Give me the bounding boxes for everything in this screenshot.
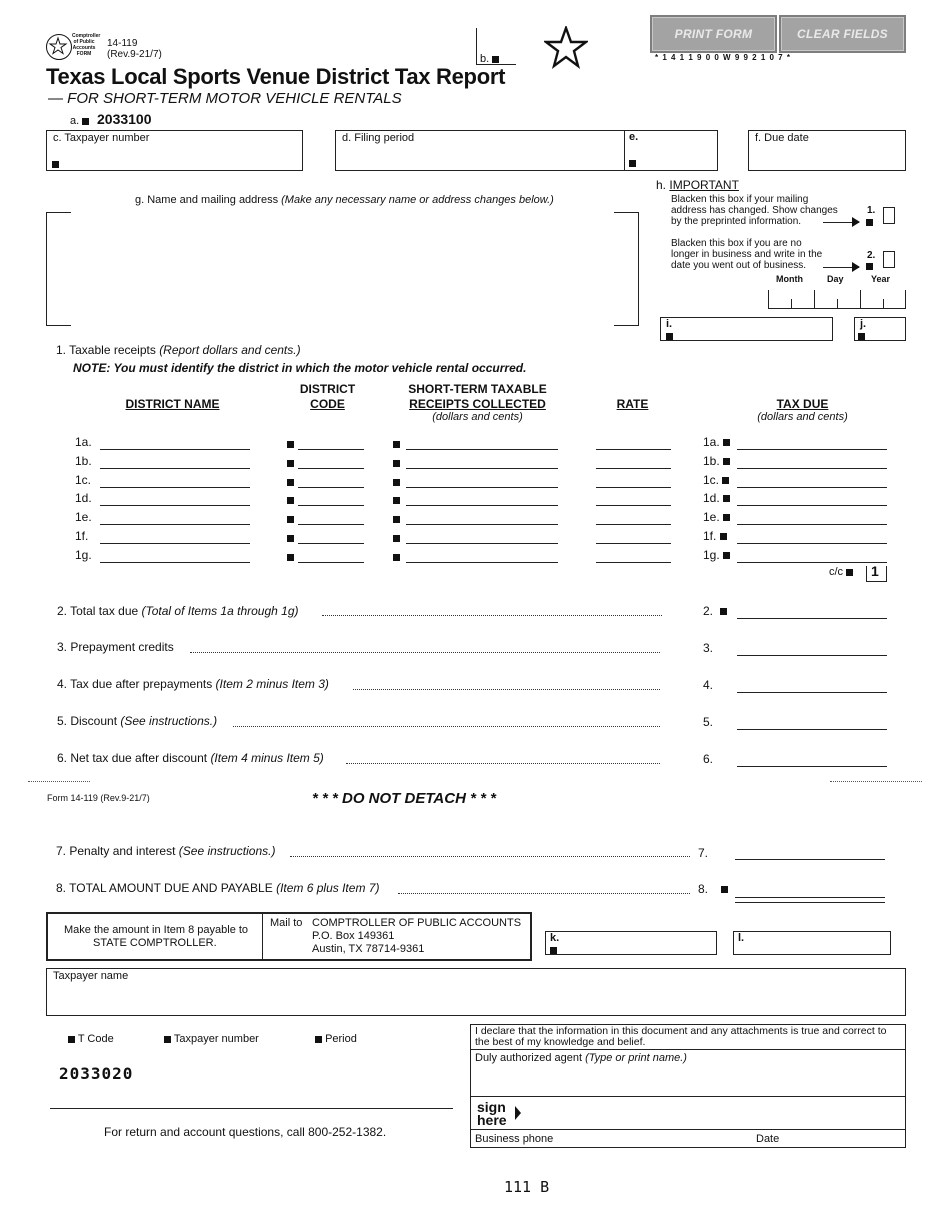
rate-input[interactable]	[596, 562, 671, 563]
row-label: 1c.	[75, 473, 92, 487]
form-title: Texas Local Sports Venue District Tax Report	[46, 64, 506, 89]
agency-seal-icon	[46, 34, 72, 60]
tax-due-row-label: 1d.	[703, 491, 730, 505]
item-4-label: 4. Tax due after prepayments (Item 2 minus Item 3)	[57, 677, 329, 691]
form-ref-footer: Form 14-119 (Rev.9-21/7)	[47, 793, 150, 803]
sign-here-line-1: sign	[477, 1099, 506, 1115]
district-code-input[interactable]	[298, 449, 364, 450]
sign-here-line-2: here	[477, 1112, 507, 1128]
item-2-label: 2. Total tax due (Total of Items 1a through 1g)	[57, 604, 299, 618]
arrow-right-icon	[852, 217, 860, 227]
k-field[interactable]: k.	[545, 931, 717, 955]
row-label: 1b.	[75, 454, 92, 468]
col-receipts-2: RECEIPTS COLLECTED	[409, 397, 546, 411]
tax-due-row-label: 1c.	[703, 473, 729, 487]
rate-input[interactable]	[596, 543, 671, 544]
tax-due-input[interactable]	[737, 543, 887, 544]
district-name-input[interactable]	[100, 505, 250, 506]
filing-period-field[interactable]: d. Filing period	[335, 130, 718, 171]
col-district-name: DISTRICT NAME	[125, 397, 220, 411]
out-of-business-date-field[interactable]	[768, 290, 906, 309]
tax-due-row-label: 1e.	[703, 510, 730, 524]
item-7-input[interactable]	[735, 859, 885, 860]
tax-due-input[interactable]	[737, 562, 887, 563]
star-icon	[544, 26, 588, 75]
form-barcode-text: * 1 4 1 1 9 0 0 W 9 9 2 1 0 7 *	[655, 53, 791, 62]
item-5-label: 5. Discount (See instructions.)	[57, 714, 218, 728]
item-6-label: 6. Net tax due after discount (Item 4 minus Item 5)	[57, 751, 324, 765]
address-change-text-1: Blacken this box if your mailing	[671, 194, 809, 205]
item-4-input[interactable]	[737, 692, 887, 693]
address-change-checkbox[interactable]	[883, 207, 895, 224]
code-value: 2033020	[59, 1064, 134, 1083]
address-change-text-3: by the preprinted information.	[671, 216, 802, 227]
due-date-field[interactable]: f. Due date	[748, 130, 906, 171]
tax-due-row-label: 1a.	[703, 435, 730, 449]
mail-line-3: Austin, TX 78714-9361	[312, 943, 425, 955]
out-of-business-checkbox[interactable]	[883, 251, 895, 268]
tax-due-input[interactable]	[737, 468, 887, 469]
t-code-label: T Code	[68, 1033, 114, 1045]
business-phone-label: Business phone	[475, 1133, 554, 1145]
form-revision: (Rev.9-21/7)	[107, 49, 162, 60]
out-of-business-text-2: longer in business and write in the	[671, 249, 823, 260]
clear-fields-button[interactable]: CLEAR FIELDS	[779, 15, 906, 53]
receipts-input[interactable]	[406, 505, 558, 506]
district-name-input[interactable]	[100, 524, 250, 525]
payable-line-2: STATE COMPTROLLER.	[93, 937, 217, 949]
item-3-input[interactable]	[737, 655, 887, 656]
rate-input[interactable]	[596, 468, 671, 469]
tax-due-row-label: 1g.	[703, 548, 730, 562]
district-code-input[interactable]	[298, 505, 364, 506]
out-of-business-number: 2.	[867, 250, 876, 261]
e-label: e.	[629, 131, 639, 143]
j-field[interactable]: j.	[854, 317, 906, 341]
taxpayer-number-label: Taxpayer number	[164, 1033, 259, 1045]
col-district-code-2: CODE	[310, 397, 345, 411]
form-subtitle: — FOR SHORT-TERM MOTOR VEHICLE RENTALS	[48, 90, 402, 107]
tax-due-input[interactable]	[737, 524, 887, 525]
item-4-num: 4.	[703, 678, 714, 692]
agency-logo-text: Comptroller of Public Accounts FORM	[72, 33, 101, 57]
rate-input[interactable]	[596, 524, 671, 525]
do-not-detach: * * * DO NOT DETACH * * *	[312, 790, 496, 807]
col-receipts-3: (dollars and cents)	[432, 411, 523, 423]
detach-line-left	[28, 781, 90, 782]
col-tax-due: TAX DUE	[776, 397, 829, 411]
mail-line-2: P.O. Box 149361	[312, 930, 395, 942]
cc-label: c/c	[829, 566, 853, 578]
item-5-num: 5.	[703, 715, 714, 729]
period-label: Period	[315, 1033, 357, 1045]
district-name-input[interactable]	[100, 543, 250, 544]
tax-due-row-label: 1f.	[703, 529, 727, 543]
row-label: 1a.	[75, 435, 92, 449]
row-label: 1d.	[75, 491, 92, 505]
item-3-num: 3.	[703, 641, 714, 655]
receipts-input[interactable]	[406, 449, 558, 450]
b-label: b.	[480, 53, 499, 65]
col-tax-due-note: (dollars and cents)	[757, 411, 848, 423]
print-form-button[interactable]: PRINT FORM	[650, 15, 777, 53]
item-8-input[interactable]	[735, 897, 885, 898]
item-3-label: 3. Prepayment credits	[57, 640, 174, 654]
out-of-business-text-3: date you went out of business.	[671, 260, 807, 271]
mail-line-1: COMPTROLLER OF PUBLIC ACCOUNTS	[312, 917, 522, 929]
receipts-input[interactable]	[406, 562, 558, 563]
name-address-label: g. Name and mailing address (Make any necessary name or address changes below.)	[135, 194, 554, 206]
rate-input[interactable]	[596, 449, 671, 450]
tax-due-input[interactable]	[737, 487, 887, 488]
district-code-input[interactable]	[298, 562, 364, 563]
row-label: 1g.	[75, 548, 92, 562]
footer-code: 111 B	[504, 1178, 550, 1196]
district-note: NOTE: You must identify the district in which the motor vehicle rental occurred.	[73, 361, 527, 375]
receipts-input[interactable]	[406, 468, 558, 469]
rate-input[interactable]	[596, 505, 671, 506]
district-code-input[interactable]	[298, 487, 364, 488]
detach-line-right	[830, 781, 922, 782]
day-label: Day	[827, 274, 844, 284]
cc-box: 1	[866, 566, 887, 582]
a-label: a.	[70, 115, 89, 127]
taxable-receipts-title: 1. Taxable receipts (Report dollars and cents.)	[56, 343, 301, 357]
item-6-num: 6.	[703, 752, 714, 766]
signature-divider	[50, 1108, 453, 1109]
item-7-num: 7.	[698, 846, 709, 860]
arrow-right-icon-2	[852, 262, 860, 272]
receipts-input[interactable]	[406, 543, 558, 544]
l-field[interactable]: l.	[733, 931, 891, 955]
receipts-input[interactable]	[406, 524, 558, 525]
agent-label: Duly authorized agent (Type or print name.)	[475, 1052, 687, 1064]
sign-arrow-icon	[515, 1106, 521, 1120]
declaration-box	[470, 1024, 906, 1148]
important-heading: h. IMPORTANT	[656, 178, 739, 192]
district-code-input[interactable]	[298, 543, 364, 544]
taxpayer-number-field[interactable]: c. Taxpayer number	[46, 130, 303, 171]
item-5-input[interactable]	[737, 729, 887, 730]
b-field-bracket	[476, 28, 477, 64]
item-6-input[interactable]	[737, 766, 887, 767]
address-change-text-2: address has changed. Show changes	[671, 205, 838, 216]
receipts-input[interactable]	[406, 487, 558, 488]
district-name-input[interactable]	[100, 468, 250, 469]
name-address-area[interactable]	[46, 212, 639, 326]
address-change-number: 1.	[867, 205, 876, 216]
row-label: 1e.	[75, 510, 92, 524]
a-value: 2033100	[97, 111, 152, 127]
date-label: Date	[756, 1133, 780, 1145]
rate-input[interactable]	[596, 487, 671, 488]
taxpayer-name-field[interactable]: Taxpayer name	[46, 968, 906, 1016]
i-field[interactable]: i.	[660, 317, 833, 341]
district-name-input[interactable]	[100, 449, 250, 450]
declare-line-1: I declare that the information in this document and any attachments is true and correct to	[475, 1025, 887, 1037]
col-district-code-1: DISTRICT	[299, 382, 356, 396]
signature-field[interactable]	[527, 1097, 905, 1129]
item-2-input[interactable]	[737, 618, 887, 619]
district-name-input[interactable]	[100, 562, 250, 563]
district-code-input[interactable]	[298, 468, 364, 469]
out-of-business-text-1: Blacken this box if you are no	[671, 238, 802, 249]
item-2-num: 2.	[703, 604, 727, 618]
e-field-divider	[624, 130, 625, 171]
district-name-input[interactable]	[100, 487, 250, 488]
district-code-input[interactable]	[298, 524, 364, 525]
tax-due-input[interactable]	[737, 505, 887, 506]
col-rate: RATE	[616, 397, 649, 411]
payment-instructions-box	[46, 912, 532, 961]
tax-due-input[interactable]	[737, 449, 887, 450]
payable-line-1: Make the amount in Item 8 payable to	[64, 924, 249, 936]
month-label: Month	[776, 274, 803, 284]
tax-due-row-label: 1b.	[703, 454, 730, 468]
item-7-label: 7. Penalty and interest (See instructions.)	[56, 844, 276, 858]
mail-to-label: Mail to	[270, 917, 303, 929]
item-8-label: 8. TOTAL AMOUNT DUE AND PAYABLE (Item 6 plus Item 7)	[56, 881, 380, 895]
questions-text: For return and account questions, call 800-252-1382.	[104, 1125, 387, 1139]
form-number: 14-119	[107, 38, 138, 49]
year-label: Year	[871, 274, 891, 284]
declare-line-2: the best of my knowledge and belief.	[475, 1036, 646, 1048]
col-receipts-1: SHORT-TERM TAXABLE	[408, 382, 547, 396]
row-label: 1f.	[75, 529, 89, 543]
item-8-num: 8.	[698, 882, 728, 896]
